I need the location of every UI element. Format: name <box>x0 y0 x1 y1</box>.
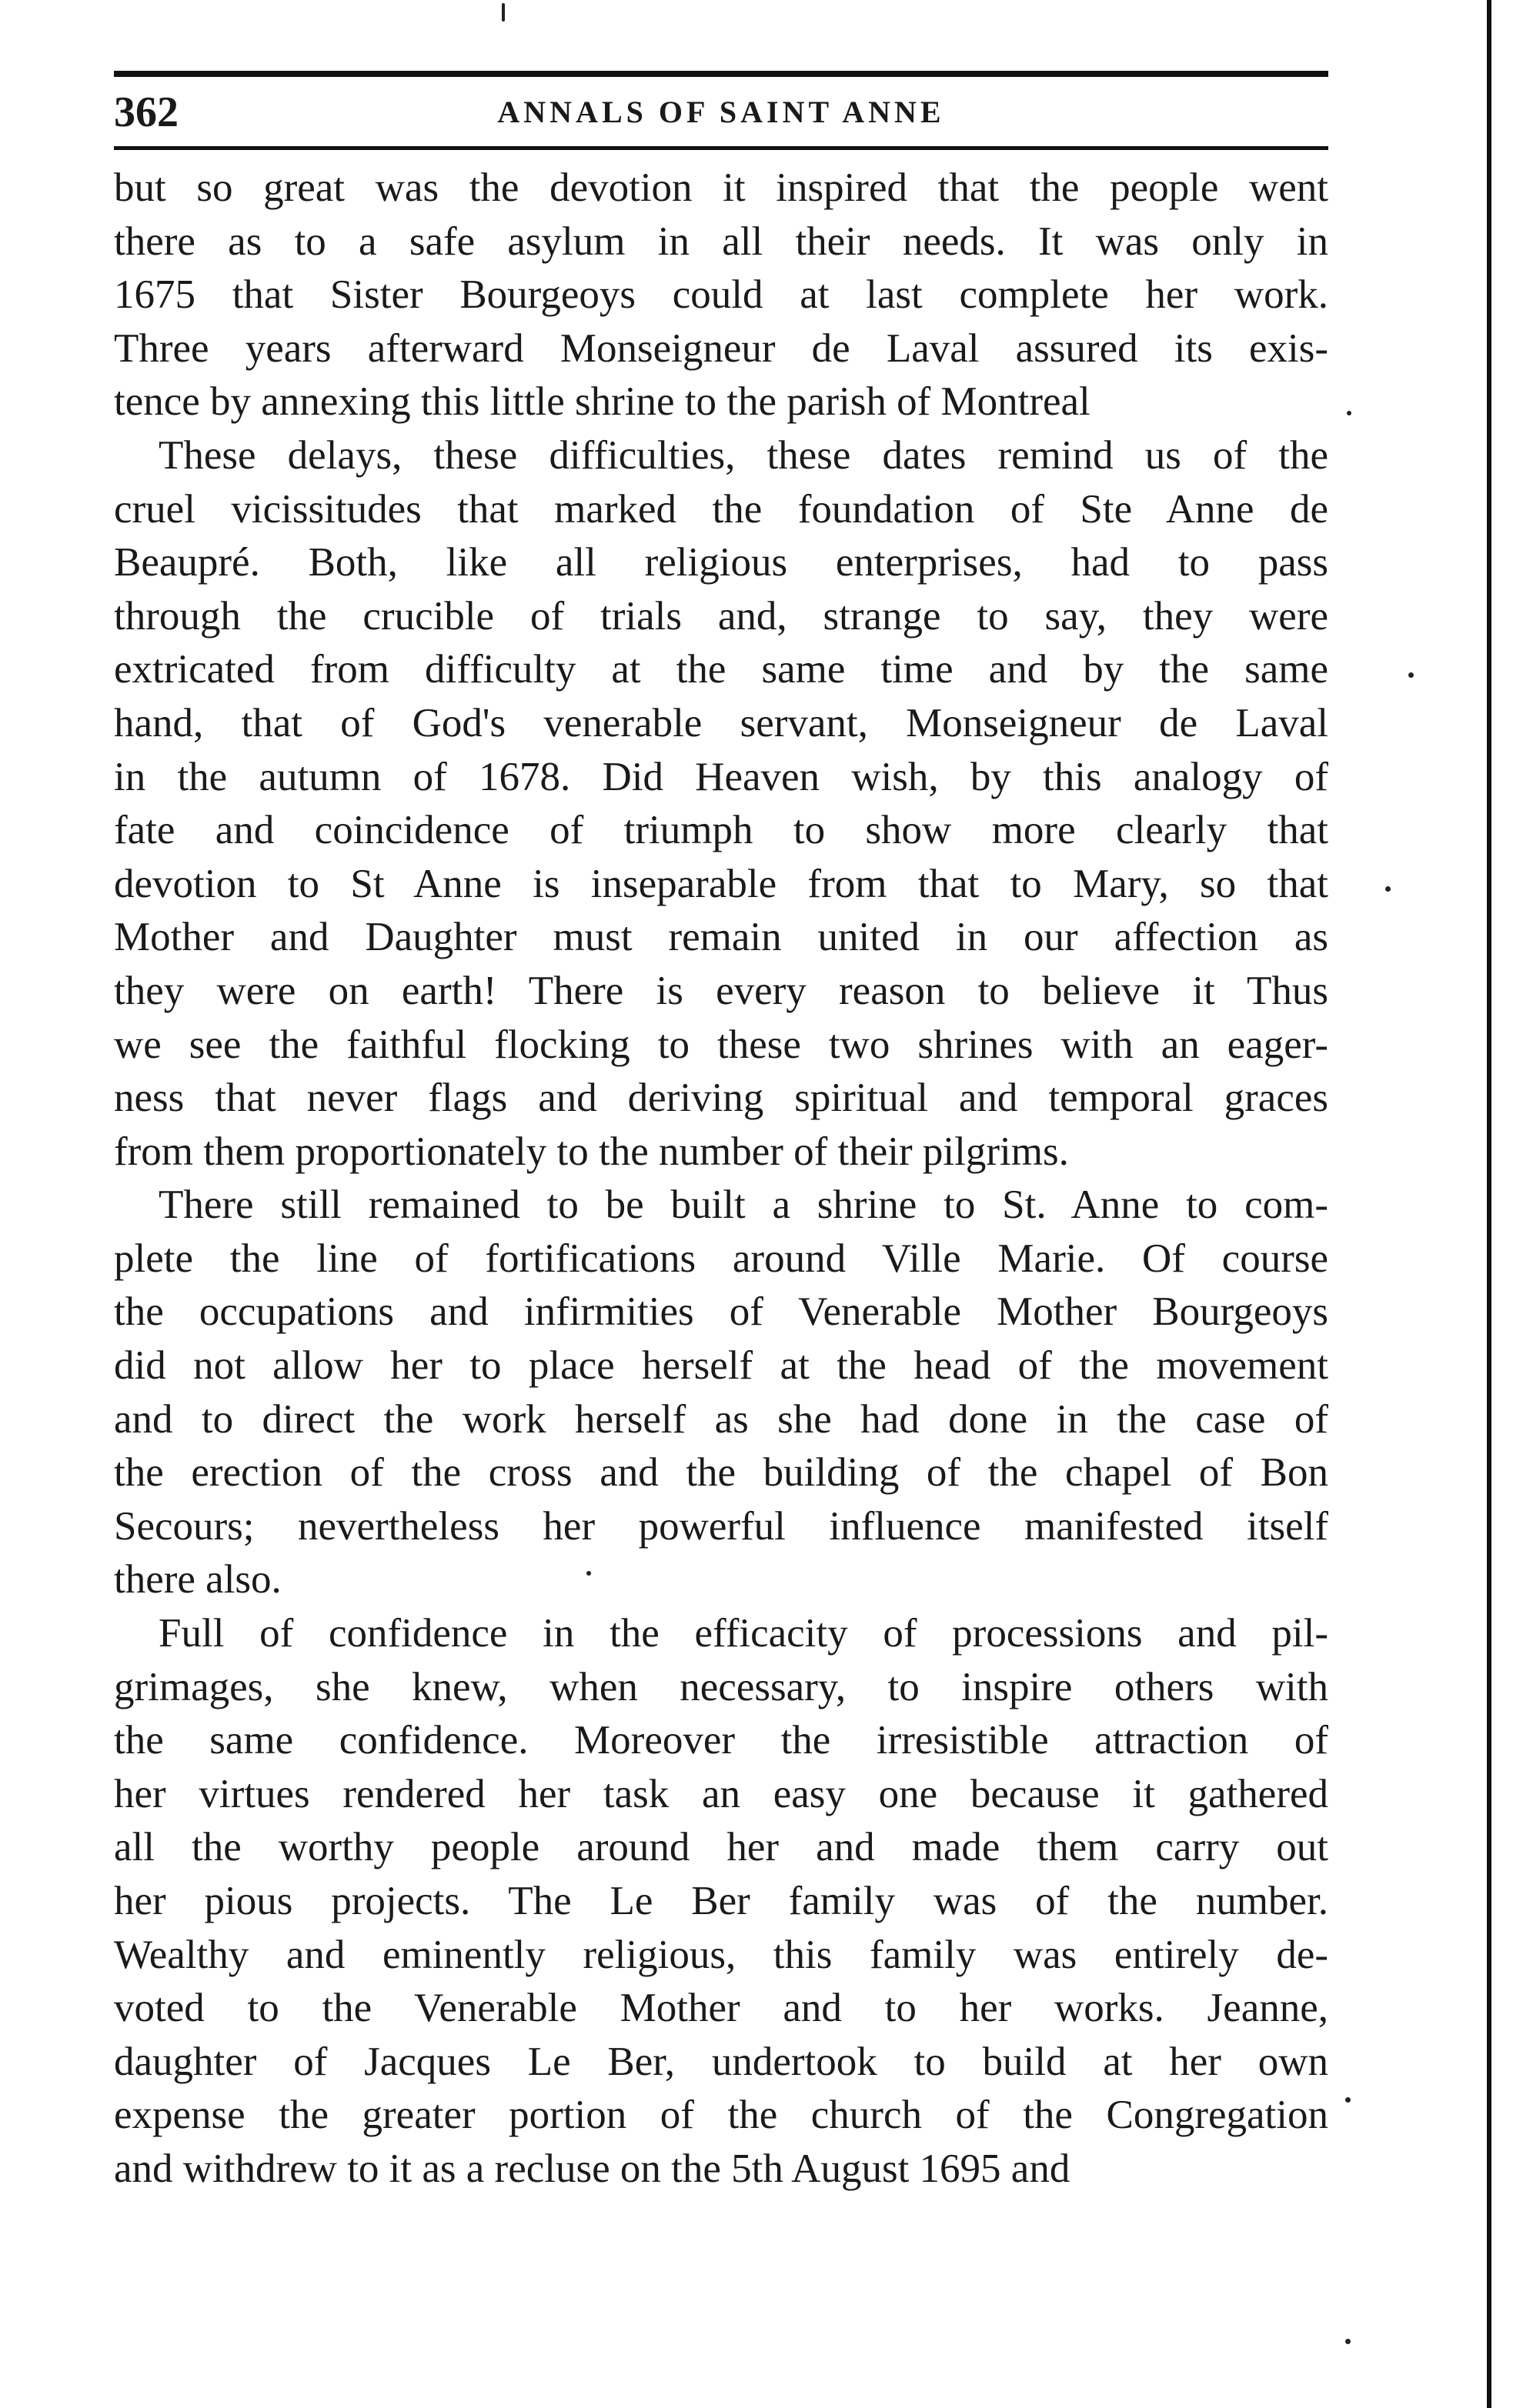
text-line: 1675 that Sister Bourgeoys could at last complete her work. <box>114 272 1328 318</box>
page-edge-shadow <box>1487 0 1491 2408</box>
text-line: Three years afterward Monseigneur de Laval assured its exis- <box>114 325 1328 371</box>
paragraph <box>114 1179 1328 1607</box>
page-number: 362 <box>114 88 179 136</box>
header-bottom-rule <box>114 146 1328 150</box>
text-line: there also. <box>114 1557 282 1603</box>
text-line: daughter of Jacques Le Ber, undertook to build at her own <box>114 2039 1328 2084</box>
text-line: the occupations and infirmities of Venerable Mother Bourgeoys <box>114 1289 1328 1335</box>
text-line: we see the faithful flocking to these two shrines with an eager- <box>114 1022 1328 1067</box>
text-line: tence by annexing this little shrine to the parish of Montreal <box>114 379 1090 425</box>
scan-speck <box>586 1571 591 1576</box>
text-line: fate and coincidence of triumph to show more clearly that <box>114 808 1328 853</box>
text-line: but so great was the devotion it inspired that the people went <box>114 165 1328 210</box>
text-line: grimages, she knew, when necessary, to inspire others with <box>114 1664 1328 1709</box>
text-line: plete the line of fortifications around Ville Marie. Of course <box>114 1236 1328 1281</box>
scan-speck <box>1345 2097 1351 2103</box>
text-line: her pious projects. The Le Ber family was of the number. <box>114 1879 1328 1923</box>
text-line: all the worthy people around her and made them carry out <box>114 1825 1328 1870</box>
text-line: expense the greater portion of the church of the Congregation <box>114 2093 1328 2138</box>
text-line: devotion to St Anne is inseparable from that to Mary, so that <box>114 861 1328 906</box>
body-text <box>114 162 1328 2196</box>
text-line: in the autumn of 1678. Did Heaven wish, by this analogy of <box>114 754 1328 799</box>
text-line: There still remained to be built a shrine to St. Anne to com- <box>159 1182 1328 1228</box>
text-line: the erection of the cross and the building of the chapel of Bon <box>114 1450 1328 1496</box>
text-line: These delays, these difficulties, these dates remind us of the <box>159 432 1328 478</box>
scan-speck <box>1347 411 1351 415</box>
text-line: her virtues rendered her task an easy one because it gathered <box>114 1771 1328 1816</box>
text-line: Full of confidence in the efficacity of processions and pil- <box>159 1611 1328 1656</box>
text-line: and to direct the work herself as she had done in the case of <box>114 1396 1328 1442</box>
running-head: ANNALS OF SAINT ANNE <box>497 95 945 129</box>
header-top-rule <box>114 71 1328 77</box>
text-line: voted to the Venerable Mother and to her works. Jeanne, <box>114 1986 1328 2031</box>
text-line: cruel vicissitudes that marked the foundation of Ste Anne de <box>114 486 1328 532</box>
text-line: did not allow her to place herself at the head of the movement <box>114 1343 1328 1389</box>
scan-speck <box>1345 2339 1351 2344</box>
text-line: Secours; nevertheless her powerful influence manifested itself <box>114 1503 1328 1549</box>
text-line: extricated from difficulty at the same time and by the same <box>114 647 1328 692</box>
text-line: Beaupré. Both, like all religious enterprises, had to pass <box>114 540 1328 585</box>
scan-speck <box>1385 886 1391 892</box>
scan-speck <box>1408 672 1414 678</box>
text-line: they were on earth! There is every reason to believe it Thus <box>114 968 1328 1013</box>
text-line: ness that never flags and deriving spiritual and temporal graces <box>114 1076 1328 1121</box>
text-line: there as to a safe asylum in all their needs. It was only in <box>114 218 1328 264</box>
paragraph <box>114 1607 1328 2196</box>
paragraph <box>114 429 1328 1179</box>
paragraph <box>114 162 1328 429</box>
text-line: the same confidence. Moreover the irresistible attraction of <box>114 1718 1328 1763</box>
page-header <box>114 82 1328 143</box>
text-line: Mother and Daughter must remain united in our affection as <box>114 915 1328 960</box>
text-line: and withdrew to it as a recluse on the 5th August 1695 and <box>114 2146 1070 2191</box>
text-line: from them proportionately to the number of their pilgrims. <box>114 1129 1069 1174</box>
text-line: Wealthy and eminently religious, this family was entirely de- <box>114 1932 1328 1977</box>
scan-speck <box>502 3 505 22</box>
text-line: hand, that of God's venerable servant, Monseigneur de Laval <box>114 700 1328 745</box>
text-line: through the crucible of trials and, strange to say, they were <box>114 593 1328 639</box>
